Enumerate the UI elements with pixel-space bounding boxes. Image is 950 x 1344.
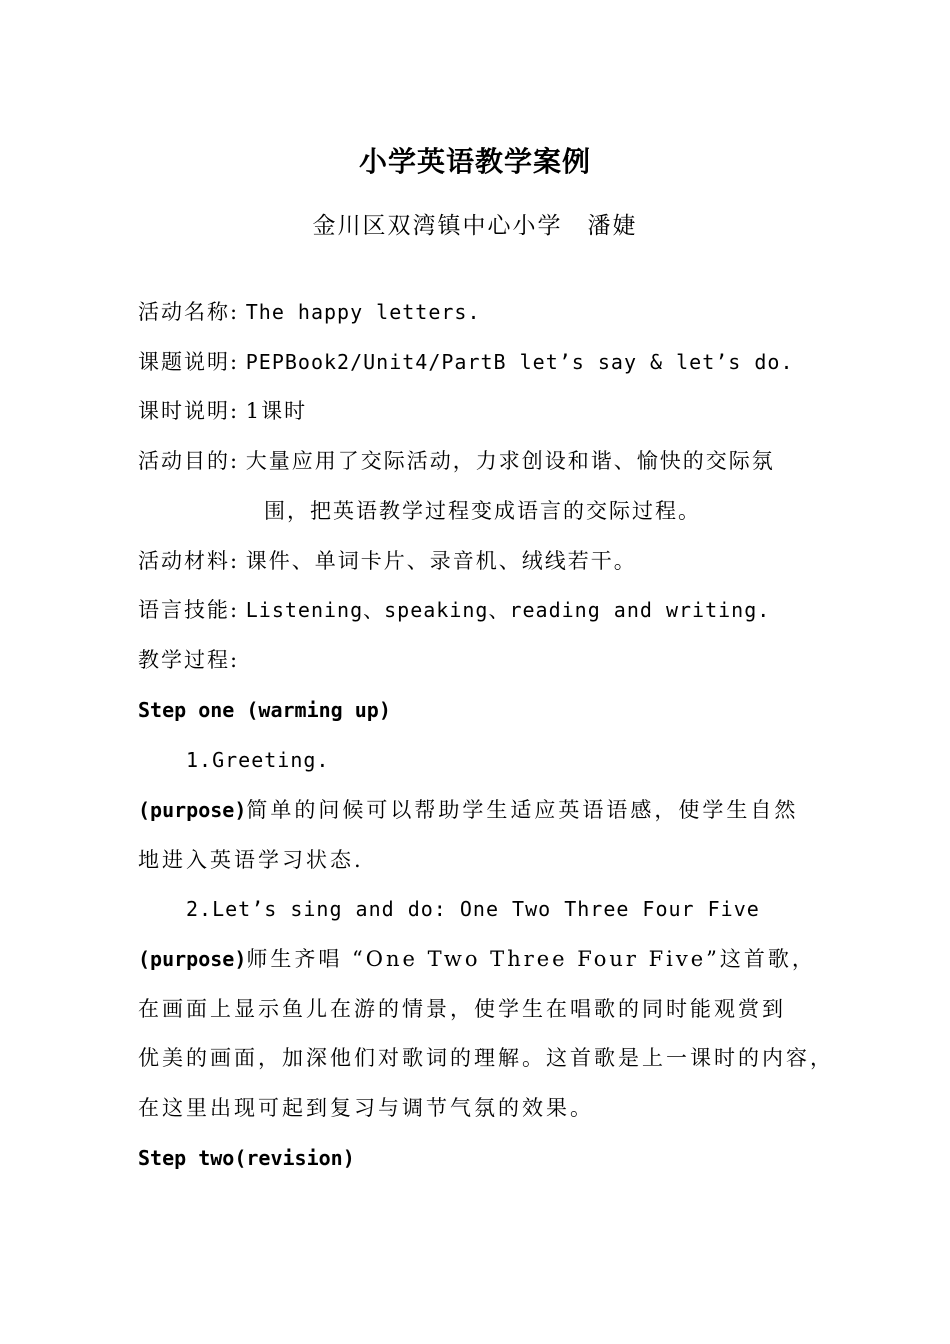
purpose-2-line-3: 优美的画面，加深他们对歌词的理解。这首歌是上一课时的内容， bbox=[138, 1046, 834, 1070]
field-value: 围，把英语教学过程变成语言的交际过程。 bbox=[264, 499, 701, 523]
field-process bbox=[138, 645, 239, 675]
page-title: 小学英语教学案例 bbox=[358, 145, 591, 178]
field-skills bbox=[138, 595, 770, 625]
field-label: 活动目的: bbox=[138, 449, 240, 473]
field-label: 教学过程: bbox=[138, 648, 240, 672]
step-two-heading: Step two(revision) bbox=[138, 1146, 355, 1170]
field-goal bbox=[138, 446, 775, 476]
purpose-1-line-2: 地进入英语学习状态. bbox=[138, 848, 364, 872]
field-materials bbox=[138, 546, 637, 576]
field-value: Listening、speaking、reading and writing. bbox=[245, 598, 771, 622]
step-one-heading: Step one (warming up) bbox=[138, 698, 391, 722]
purpose-2-line-4: 在这里出现可起到复习与调节气氛的效果。 bbox=[138, 1096, 594, 1120]
field-label: 课题说明: bbox=[138, 350, 240, 374]
field-value: The happy letters. bbox=[245, 300, 481, 324]
purpose-2-line-2: 在画面上显示鱼儿在游的情景，使学生在唱歌的同时能观赏到 bbox=[138, 997, 786, 1021]
field-value: PEPBook2/Unit4/PartB let’s say & let’s do. bbox=[245, 350, 794, 374]
field-label: 活动名称: bbox=[138, 300, 240, 324]
purpose-tag: (purpose) bbox=[138, 798, 247, 822]
purpose-1-line-1 bbox=[138, 795, 798, 825]
purpose-text: 简单的问候可以帮助学生适应英语语感，使学生自然 bbox=[246, 798, 799, 822]
field-period bbox=[138, 396, 307, 426]
purpose-2-line-1 bbox=[138, 944, 816, 974]
field-activity-name bbox=[138, 297, 481, 327]
field-value: 大量应用了交际活动，力求创设和谐、愉快的交际氛 bbox=[245, 449, 775, 473]
step-one-item-1: 1.Greeting. bbox=[186, 748, 330, 772]
field-goal-continued bbox=[264, 496, 701, 526]
step-one-item-2: 2.Let’s sing and do: One Two Three Four Five bbox=[186, 897, 760, 921]
field-label: 语言技能: bbox=[138, 598, 240, 622]
author-line: 金川区双湾镇中心小学 潘婕 bbox=[312, 213, 638, 239]
purpose-tag: (purpose) bbox=[138, 947, 247, 971]
field-value: 课件、单词卡片、录音机、绒线若干。 bbox=[245, 549, 637, 573]
field-value: 1课时 bbox=[245, 399, 308, 423]
field-label: 活动材料: bbox=[138, 549, 240, 573]
purpose-text: 师生齐唱 “One Two Three Four Five”这首歌， bbox=[246, 947, 816, 971]
field-label: 课时说明: bbox=[138, 399, 240, 423]
field-topic bbox=[138, 347, 794, 377]
